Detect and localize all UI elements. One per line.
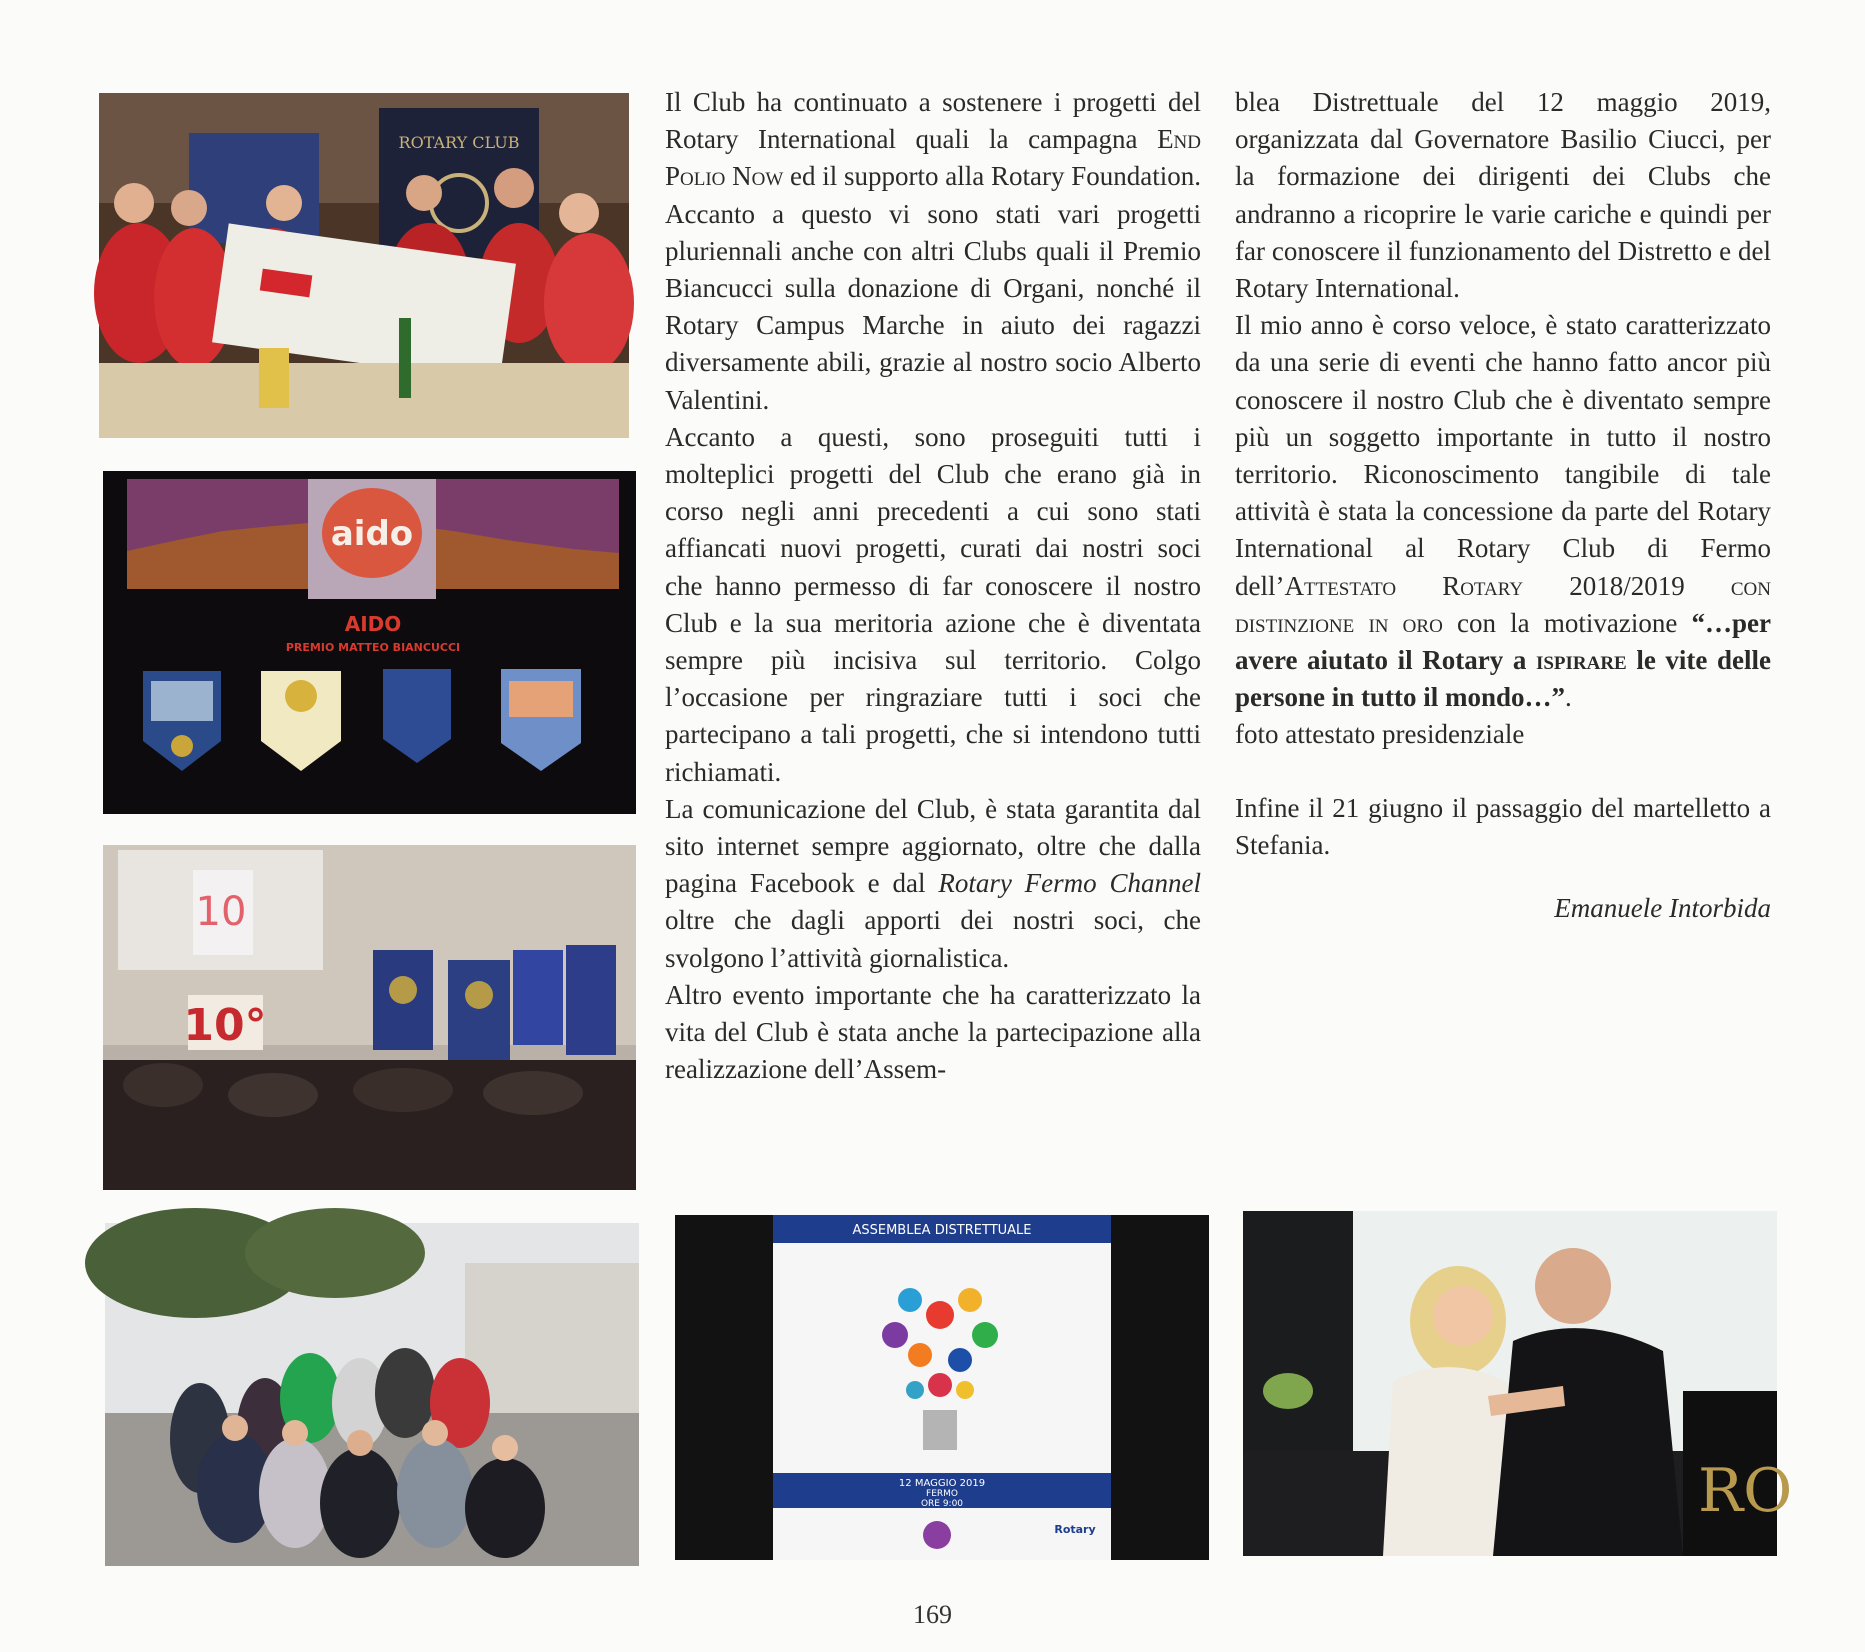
- award-motivation: “…per avere aiutato il Rotary a ispirare le vite delle persone in tutto il mondo…”: [1235, 607, 1771, 713]
- paragraph-projects: Accanto a questo vi sono stati vari progetti pluriennali anche con altri Clubs quali il Premio Biancucci sulla donazione di Organi, nonché il Rotary Campus Marche in aiuto dei ragazzi diversamente abili, grazie al nostro socio Alberto Valentini.: [665, 198, 1201, 415]
- end-polio-now: End Polio Now: [665, 124, 1201, 192]
- paragraph-club-projects: Accanto a questi, sono proseguiti tutti i molteplici progetti del Club che erano già in corso negli anni precedenti a cui sono stati affiancati nuovi progetti, curati dai nostri soci che hanno permesso di far conoscere il nostro Club e la sua meritoria azione che è diventata sempre più incisiva sul territorio. Colgo l’occasione per ringraziare tutti i soci che partecipano a tali progetti, che si intendono tutti richiamati.: [665, 421, 1201, 787]
- photo-assembly-poster: [675, 1215, 1209, 1560]
- text-column-left: [665, 84, 1201, 1088]
- photo-group-outdoor: [105, 1223, 639, 1566]
- assembly-time: ORE 9:00: [920, 1499, 964, 1509]
- award-name: Attestato Rotary 2018/2019 con distinzione in oro: [1235, 570, 1771, 638]
- aido-title: AIDO: [344, 612, 402, 636]
- assembly-rotary: Rotary: [1054, 1523, 1096, 1536]
- text-run: La comunicazione del Club, è stata garantita dal sito internet sempre aggiornato, oltre che dalla pagina Facebook e dal: [665, 793, 1201, 899]
- photo-gavel-handover: [1243, 1211, 1793, 1556]
- photo-cheque-presentation: [99, 93, 629, 438]
- text-run: Il Club ha continuato a sostenere i progetti del Rotary International quali la campagna: [665, 87, 1201, 155]
- banner-text: ROTARY CLUB: [398, 133, 520, 152]
- text-run: ed il supporto alla Rotary Foundation.: [783, 161, 1201, 192]
- paragraph-polio: [665, 84, 1201, 196]
- paragraph-year: [1235, 307, 1771, 716]
- paragraph-gavel: Infine il 21 giugno il passaggio del martelletto a Stefania.: [1235, 792, 1771, 860]
- text-column-right: [1235, 84, 1771, 927]
- paragraph-photo-caption: foto attestato presidenziale: [1235, 719, 1525, 750]
- paragraph-assembly: Altro evento importante che ha caratterizzato la vita del Club è stata anche la partecipazione alla realizzazione dell’Assem-: [665, 979, 1201, 1085]
- text-run: .: [1565, 682, 1572, 713]
- screen-number: 10: [195, 889, 247, 935]
- photo-tenth-edition-hall: [103, 845, 636, 1190]
- rotary-fermo-channel: Rotary Fermo Channel: [938, 868, 1201, 899]
- photo-aido-prize: [103, 471, 636, 814]
- aido-subtitle: PREMIO MATTEO BIANCUCCI: [285, 641, 461, 654]
- big-number: 10°: [183, 1000, 267, 1051]
- paragraph-assembly-cont: blea Distrettuale del 12 maggio 2019, organizzata dal Governatore Basilio Ciucci, per la formazione dei dirigenti dei Clubs che andranno a ricoprire le varie cariche e quindi per far conoscere il funzionamento del Distretto e del Rotary International.: [1235, 87, 1771, 304]
- page-number: 169: [913, 1600, 952, 1629]
- author-signature: Emanuele Intorbida: [1554, 893, 1771, 924]
- paragraph-communication: [665, 791, 1201, 977]
- aido-logo-text: aido: [330, 514, 414, 554]
- text-run: con la motivazione: [1442, 607, 1692, 638]
- rotary-letters: RO: [1698, 1456, 1793, 1526]
- text-run: Il mio anno è corso veloce, è stato caratterizzato da una serie di eventi che hanno fatto ancor più conoscere il nostro Club che è diventato sempre più un soggetto importante in tutto il nostro territorio. Riconoscimento tangibile di tale attività è stata la concessione da parte del Rotary International al Rotary Club di Fermo dell’: [1235, 310, 1771, 601]
- assembly-city: FERMO: [926, 1489, 958, 1499]
- assembly-date: 12 MAGGIO 2019: [898, 1478, 986, 1489]
- assembly-header: ASSEMBLEA DISTRETTUALE: [852, 1223, 1032, 1238]
- text-run: oltre che dagli apporti dei nostri soci, che svolgono l’attività giornalistica.: [665, 905, 1201, 973]
